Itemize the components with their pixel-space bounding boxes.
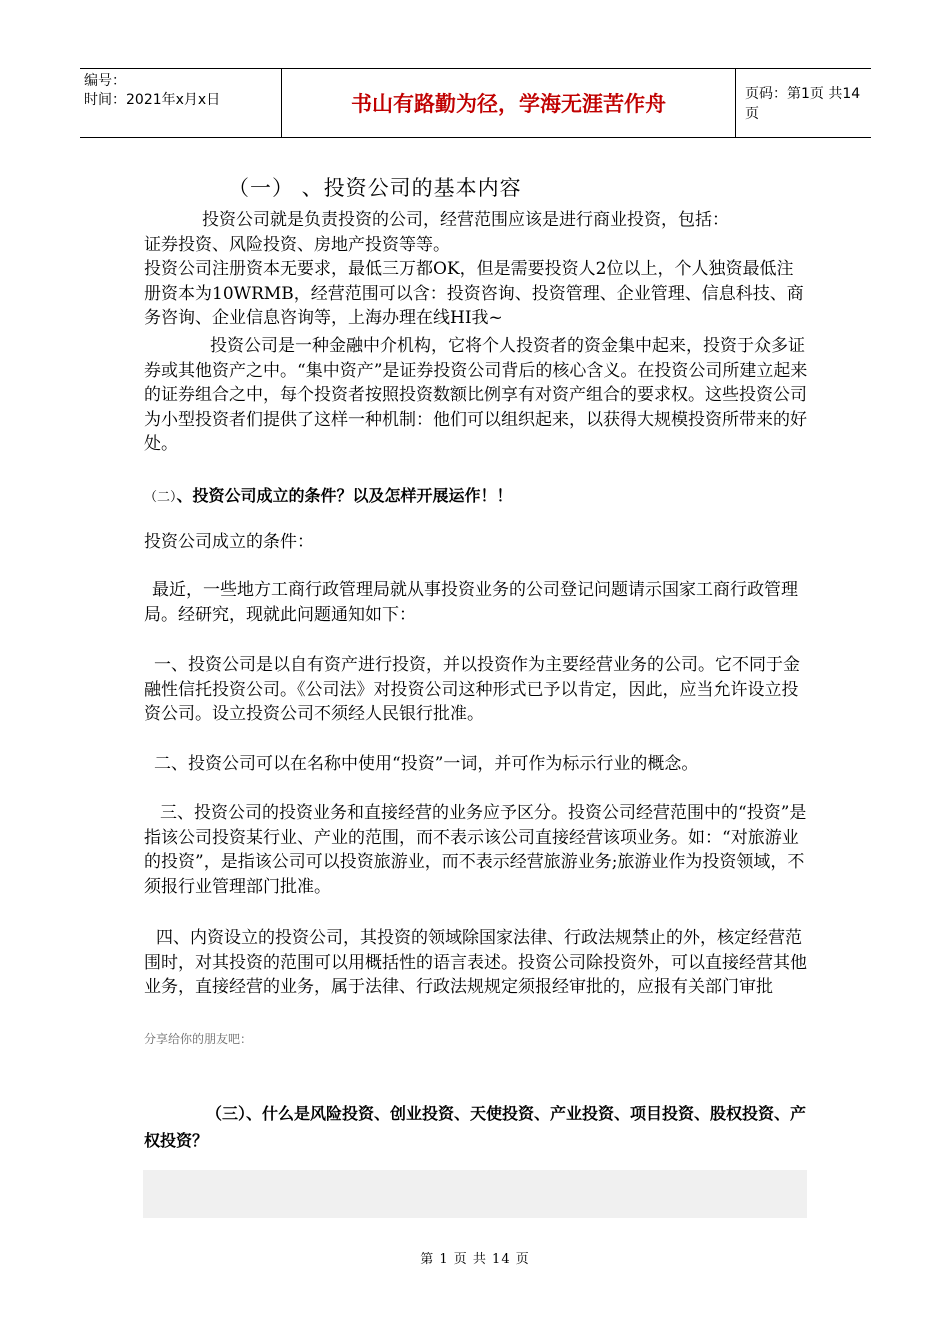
- header-page-info: 页码：第1页 共14页: [745, 86, 861, 122]
- section2-item4: 四、内资设立的投资公司，其投资的领域除国家法律、行政法规禁止的外，核定经营范围时，对其投资的范围可以用概括性的语言表述。投资公司除投资外，可以直接经营其他业务，直接经营的业务，属于法律、行政法规规定须报经审批的，应报有关部门审批: [144, 928, 807, 997]
- content-placeholder-box: [143, 1170, 807, 1218]
- section2-title: [144, 483, 513, 506]
- document-number: 编号：: [84, 73, 126, 89]
- section1-para2: 投资公司注册资本无要求，最低三万都OK，但是需要投资人2位以上，个人独资最低注册资本为10WRMB，经营范围可以含：投资咨询、投资管理、企业管理、信息科技、商务咨询、企业信息咨询等，上海办理在线HI我~: [144, 259, 804, 328]
- section2-item2: 二、投资公司可以在名称中使用“投资”一词，并可作为标示行业的概念。: [154, 754, 699, 774]
- section2-subtitle: 投资公司成立的条件：: [144, 532, 314, 552]
- section1-para1-line2: 证券投资、风险投资、房地产投资等等。: [144, 235, 450, 255]
- share-prompt: 分享给你的朋友吧：: [144, 1032, 253, 1046]
- section1-title: （一） 、投资公司的基本内容: [228, 176, 522, 200]
- section1-para3: 投资公司是一种金融中介机构，它将个人投资者的资金集中起来，投资于众多证券或其他资产之中。“集中资产”是证券投资公司背后的核心含义。在投资公司所建立起来的证券组合之中，每个投资者按照投资数额比例享有对资产组合的要求权。这些投资公司为小型投资者们提供了这样一种机制：他们可以组织起来，以获得大规模投资所带来的好处。: [144, 336, 808, 454]
- header-meta: [80, 69, 282, 137]
- section3-title: （三）、什么是风险投资、创业投资、天使投资、产业投资、项目投资、股权投资、产权投资？: [144, 1104, 807, 1150]
- section1-para1-line1: 投资公司就是负责投资的公司，经营范围应该是进行商业投资，包括：: [202, 210, 729, 230]
- document-date: 时间：2021年x月x日: [84, 92, 221, 108]
- section2-item1: 一、投资公司是以自有资产进行投资，并以投资作为主要经营业务的公司。它不同于金融性信托投资公司。《公司法》对投资公司这种形式已予以肯定，因此，应当允许设立投资公司。设立投资公司不须经人民银行批准。: [144, 655, 800, 724]
- section2-intro: 最近，一些地方工商行政管理局就从事投资业务的公司登记问题请示国家工商行政管理局。经研究，现就此问题通知如下：: [144, 580, 798, 625]
- section2-title-text: 、投资公司成立的条件？以及怎样开展运作！！: [176, 486, 513, 505]
- page-header: [80, 68, 871, 138]
- section2-item3: 三、投资公司的投资业务和直接经营的业务应予区分。投资公司经营范围中的“投资”是指该公司投资某行业、产业的范围，而不表示该公司直接经营该项业务。如：“对旅游业的投资”，是指该公司可以投资旅游业，而不表示经营旅游业务;旅游业作为投资领域，不须报行业管理部门批准。: [144, 803, 807, 897]
- section2-title-prefix: （二）: [144, 490, 177, 505]
- header-slogan: 书山有路勤为径，学海无涯苦作舟: [282, 69, 736, 137]
- page-footer: 第 1 页 共 14 页: [420, 1252, 530, 1267]
